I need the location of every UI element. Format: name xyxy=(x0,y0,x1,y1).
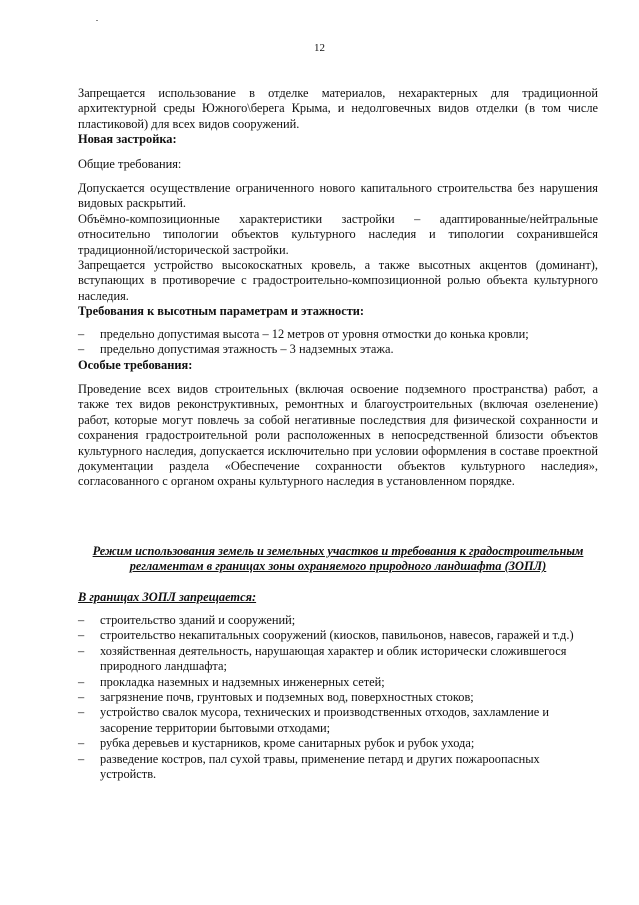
page-content xyxy=(78,86,598,782)
new-construction-heading: Новая застройка: xyxy=(78,132,177,147)
list-item: – устройство свалок мусора, технических и производственных отходов, захламление и засорение территории бытовыми отходами; xyxy=(78,705,598,736)
general-requirements-label: Общие требования: xyxy=(78,156,182,171)
list-item: – строительство зданий и сооружений; xyxy=(78,613,598,628)
zopl-prohibited-heading: В границах ЗОПЛ запрещается: xyxy=(78,589,257,604)
list-item: – строительство некапитальных сооружений (киосков, павильонов, навесов, гаражей и т.д.) xyxy=(78,628,598,643)
list-item: – рубка деревьев и кустарников, кроме санитарных рубок и рубок ухода; xyxy=(78,736,598,751)
new-construction-paragraph-1: Допускается осуществление ограниченного нового капитального строительства без нарушения видовых раскрытий. xyxy=(78,181,598,211)
new-construction-paragraph-2: Объёмно-композиционные характеристики застройки – адаптированные/нейтральные относительно типологии объектов культурного наследия и типологии сохранившейся традиционной/исторической застройки. xyxy=(78,211,598,257)
list-item: – прокладка наземных и надземных инженерных сетей; xyxy=(78,675,598,690)
special-requirements-heading: Особые требования: xyxy=(78,357,193,372)
intro-paragraph: Запрещается использование в отделке материалов, нехарактерных для традиционной архитектурной среды Южного\берега Крыма, и недолговечных видов отделки (в том числе пластиковой) для всех видов сооружений. xyxy=(78,86,598,131)
scan-speck xyxy=(96,20,98,21)
height-requirements-heading: Требования к высотным параметрам и этажности: xyxy=(78,304,365,319)
zopl-section-title: Режим использования земель и земельных участков и требования к градостроительным регламентам в границах зоны охраняемого природного ландшафта (ЗОПЛ) xyxy=(92,543,584,574)
new-construction-paragraph-3: Запрещается устройство высокоскатных кровель, а также высотных акцентов (доминант), вступающих в противоречие с градостроительно-композиционной ролью объекта культурного наследия. xyxy=(78,258,598,303)
list-item: – предельно допустимая высота – 12 метров от уровня отмостки до конька кровли; xyxy=(78,327,598,342)
list-item: – разведение костров, пал сухой травы, применение петард и других пожароопасных устройств. xyxy=(78,752,598,783)
height-requirements-list xyxy=(78,327,598,358)
page-number: 12 xyxy=(314,42,325,54)
special-requirements-paragraph: Проведение всех видов строительных (включая освоение подземного пространства) работ, а также тех видов реконструктивных, ремонтных и благоустроительных (включая озеленение) работ, которые могут повлечь за собой негативные последствия для физической сохранности и сохранения градостроительной роли расположенных в непосредственной близости объектов культурного наследия, допускается исключительно при условии оформления в составе проектной документации раздела «Обеспечение сохранности объектов культурного наследия», согласованного с органом охраны культурного наследия в установленном порядке. xyxy=(78,381,598,489)
list-item: – хозяйственная деятельность, нарушающая характер и облик исторически сложившегося природного ландшафта; xyxy=(78,644,598,675)
list-item: – загрязнение почв, грунтовых и подземных вод, поверхностных стоков; xyxy=(78,690,598,705)
zopl-prohibited-list xyxy=(78,613,598,782)
list-item: – предельно допустимая этажность – 3 надземных этажа. xyxy=(78,342,598,357)
